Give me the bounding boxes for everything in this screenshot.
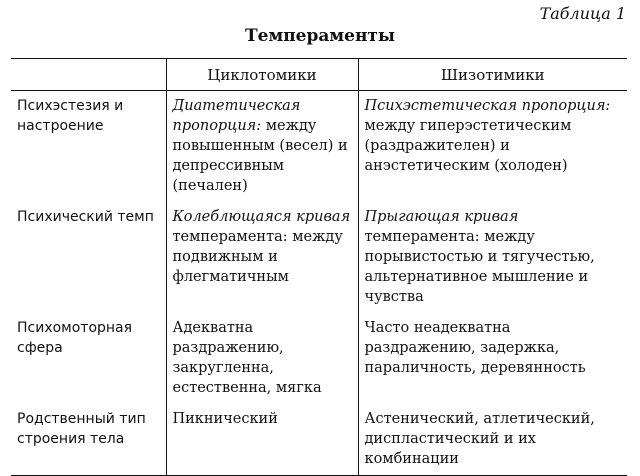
table-row [11,91,627,203]
row-label: Психэстезия и настроение [17,98,124,134]
row-label: Психический темп [17,209,154,225]
cell-text: темперамента: между подвижным и флегматичным [172,229,343,285]
schizothymic-cell [358,404,627,476]
cell-text: между повышенным (весел) и депрессивным (печален) [172,118,348,194]
column-header-empty [11,59,166,91]
table-row [11,313,627,404]
cell-text: Часто неадекватна раздражению, задержка, параличность, деревянность [364,320,586,376]
column-header-cyclothymics: Циклотомики [166,59,358,91]
table-caption: Таблица 1 [539,4,626,23]
header-row [11,59,627,91]
cell-emphasis: Колеблющаяся кривая [172,209,351,225]
cell-text: Астенический, атлетический, диспластический и их комбинации [364,411,595,467]
table-row [11,404,627,476]
row-label: Психомоторная сфера [17,320,133,356]
schizothymic-cell [358,91,627,203]
cyclothymic-cell [166,91,358,203]
cyclothymic-cell [166,313,358,404]
cyclothymic-cell [166,404,358,476]
cell-text: Адекватна раздражению, закругленна, естественна, мягка [172,320,322,396]
table-title: Темпераменты [245,26,395,46]
cell-text: темперамента: между порывистостью и тягучестью, альтернативное мышление и чувства [364,229,595,305]
cyclothymic-cell [166,202,358,313]
cell-emphasis: Прыгающая кривая [364,209,519,225]
table-row [11,202,627,313]
row-label: Родственный тип строения тела [11,404,166,476]
schizothymic-cell [358,313,627,404]
schizothymic-cell [358,202,627,313]
cell-text: между гиперэстетическим (раздражителен) и анэстетическим (холоден) [364,118,572,174]
cell-emphasis: Психэстетическая пропорция: [364,98,611,114]
temperaments-table [11,58,627,476]
column-header-schizothymics: Шизотимики [358,59,627,91]
cell-emphasis: Диатетическая пропорция: [172,98,301,134]
cell-text: Пикнический [172,411,278,427]
